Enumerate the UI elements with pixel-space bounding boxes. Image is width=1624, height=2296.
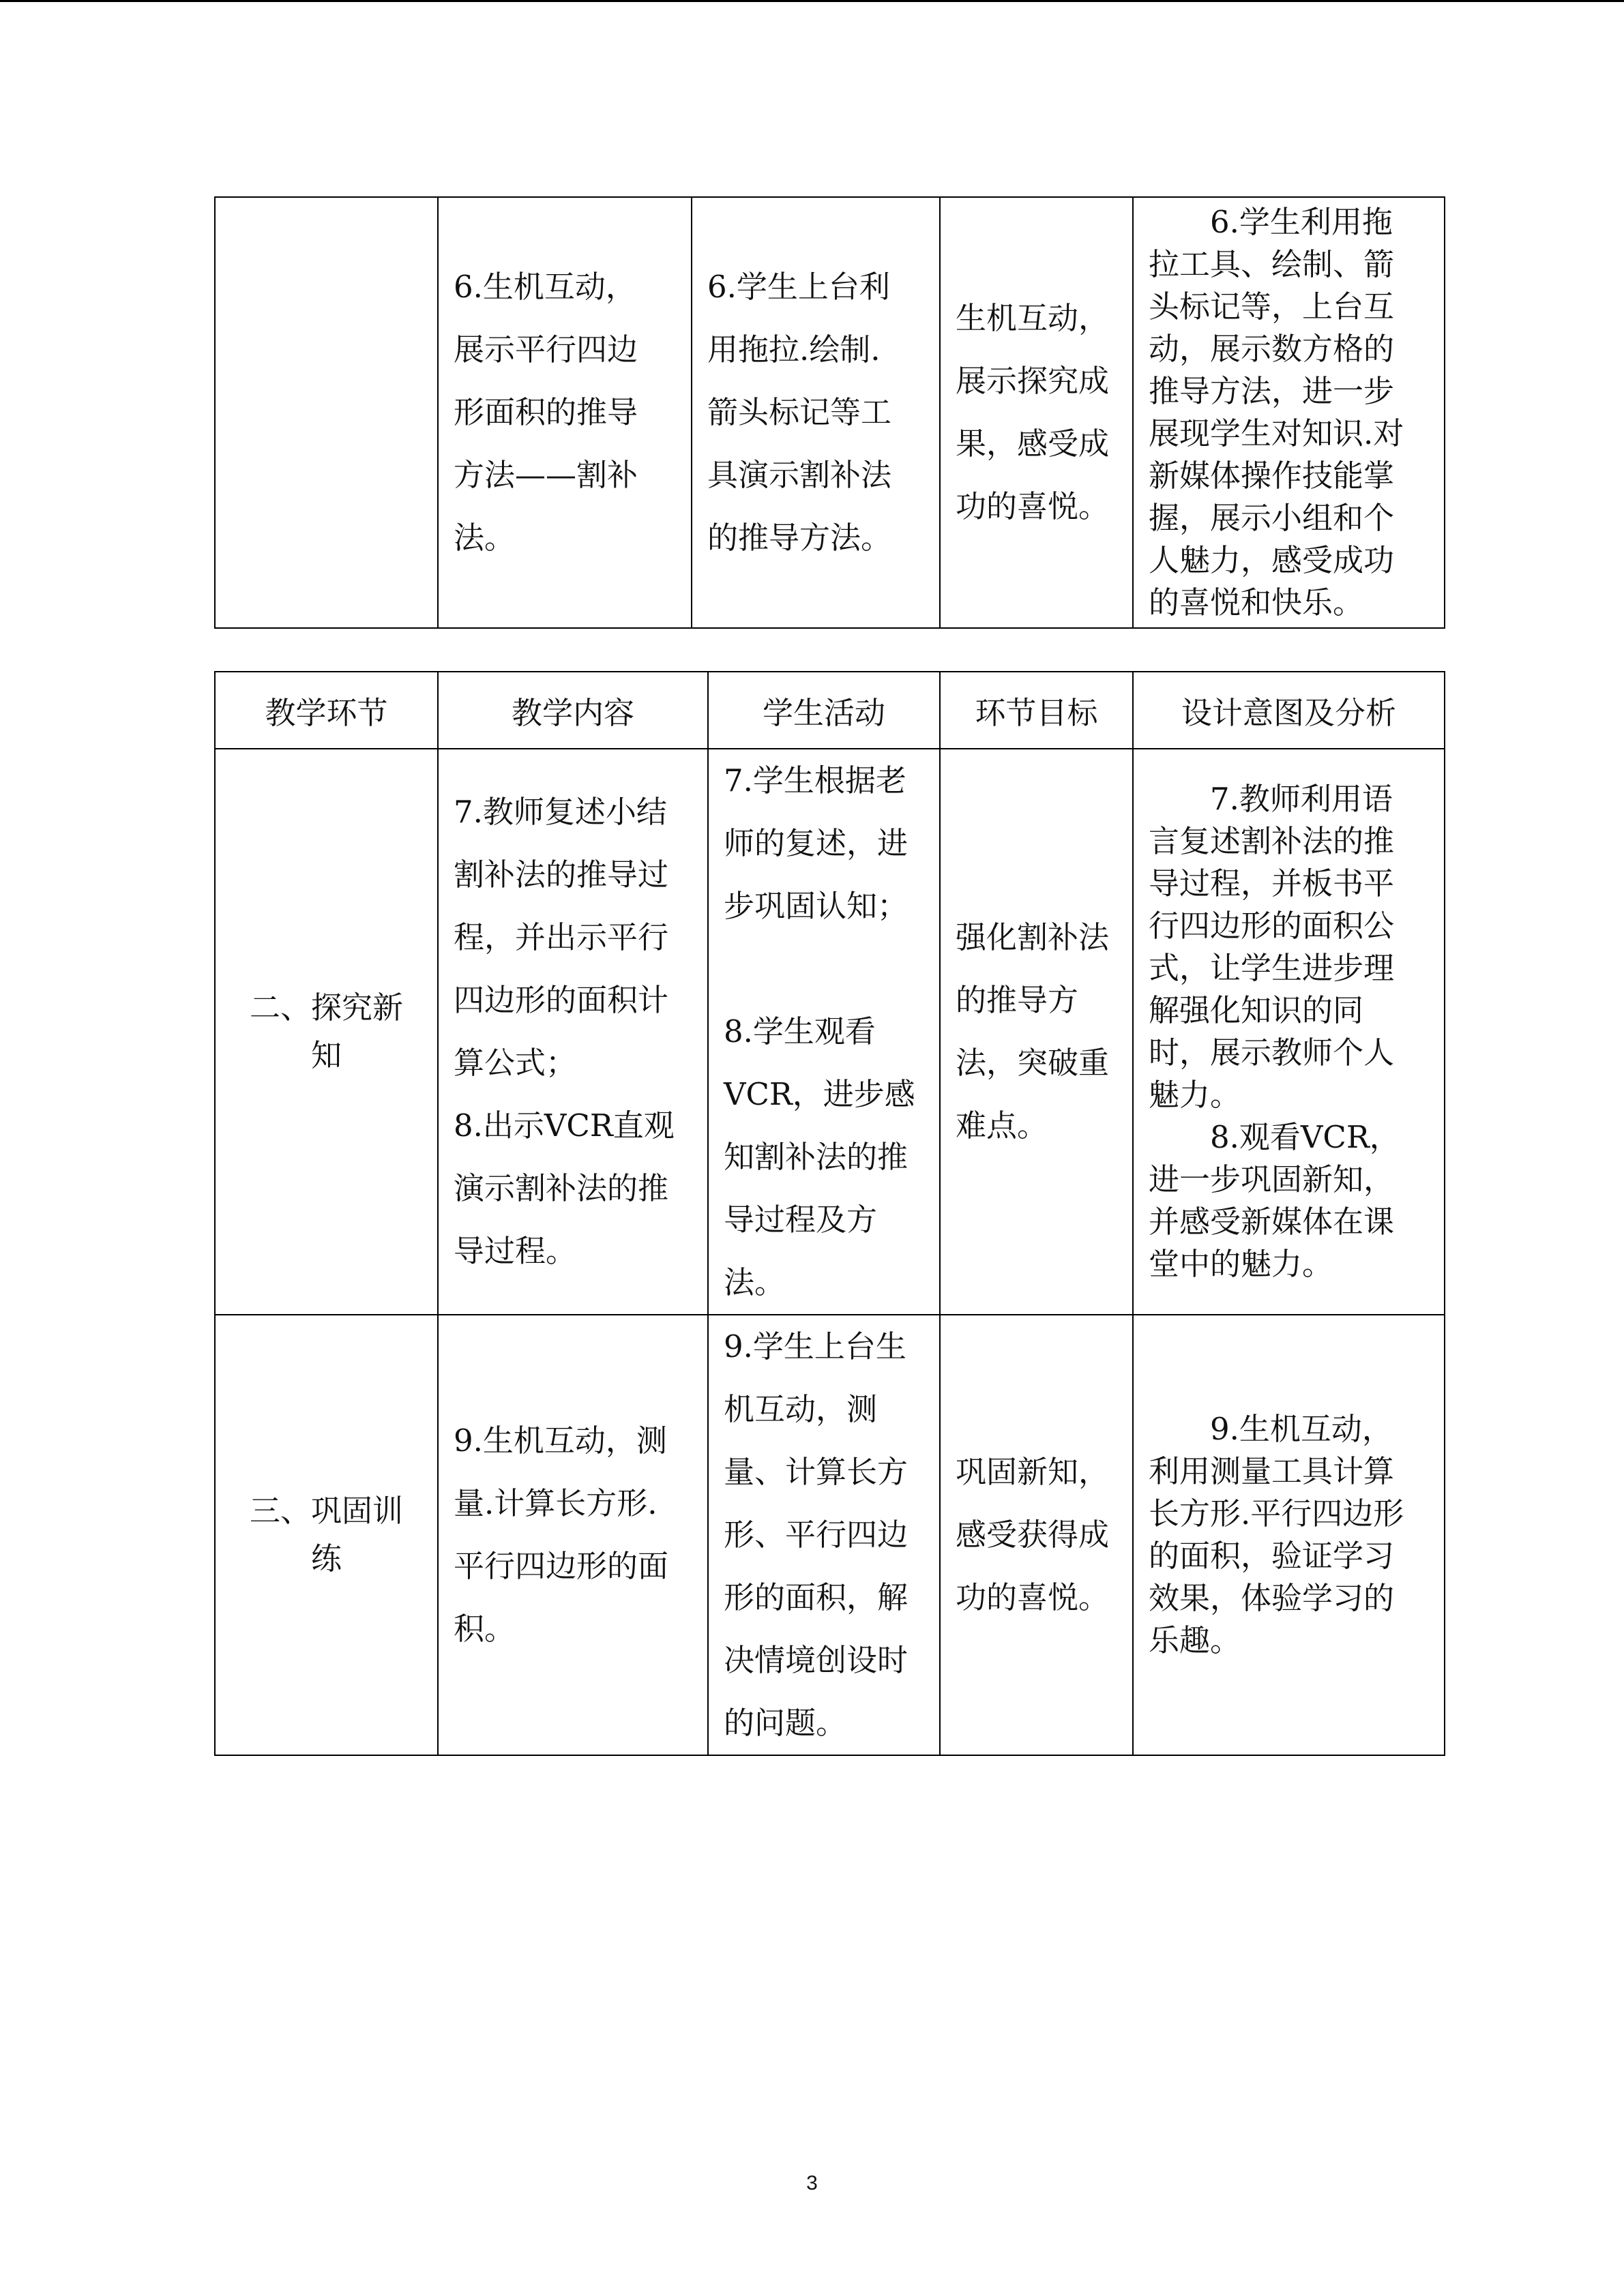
page-number: 3 [806,2172,818,2194]
stage-cell: 三、巩固训 练 [215,1315,438,1755]
content-cell: 9.生机互动，测 量.计算长方形. 平行四边形的面 积。 [438,1315,708,1755]
analysis-cell: 6.学生利用拖 拉工具、绘制、箭 头标记等，上台互 动，展示数方格的 推导方法，进一步 展现学生对知识.对 新媒体操作技能掌 握，展示小组和个 人魅力，感受成功 的喜悦和快乐。 [1133,197,1445,628]
activity-cell: 6.学生上台利 用拖拉.绘制. 箭头标记等工 具演示割补法 的推导方法。 [692,197,940,628]
header-row [215,672,1445,749]
goal-cell: 生机互动， 展示探究成 果，感受成 功的喜悦。 [940,197,1133,628]
stage-cell [215,197,438,628]
analysis-cell: 7.教师利用语 言复述割补法的推 导过程，并板书平 行四边形的面积公 式，让学生进步理 解强化知识的同 时，展示教师个人 魅力。 8.观看VCR， 进一步巩固新知， 并感受新媒体在课 堂中的魅力。 [1133,749,1445,1315]
header-analysis: 设计意图及分析 [1133,672,1445,749]
header-activity: 学生活动 [708,672,940,749]
content-cell: 6.生机互动， 展示平行四边 形面积的推导 方法——割补 法。 [438,197,692,628]
continuation-table [214,196,1445,629]
table-row [215,197,1445,628]
header-stage: 教学环节 [215,672,438,749]
activity-cell: 9.学生上台生 机互动，测 量、计算长方 形、平行四边 形的面积，解 决情境创设时 的问题。 [708,1315,940,1755]
top-border-line [0,0,1624,2]
goal-cell: 强化割补法 的推导方 法，突破重 难点。 [940,749,1133,1315]
header-content: 教学内容 [438,672,708,749]
analysis-cell: 9.生机互动， 利用测量工具计算 长方形.平行四边形 的面积，验证学习 效果，体验学习的 乐趣。 [1133,1315,1445,1755]
content-cell: 7.教师复述小结 割补法的推导过 程，并出示平行 四边形的面积计 算公式； 8.出示VCR直观 演示割补法的推 导过程。 [438,749,708,1315]
lesson-plan-table [214,671,1445,1756]
table-row [215,749,1445,1315]
stage-cell: 二、探究新 知 [215,749,438,1315]
activity-cell: 7.学生根据老 师的复述，进 步巩固认知； 8.学生观看 VCR，进步感 知割补法的推 导过程及方 法。 [708,749,940,1315]
header-goal: 环节目标 [940,672,1133,749]
table-row [215,1315,1445,1755]
goal-cell: 巩固新知， 感受获得成 功的喜悦。 [940,1315,1133,1755]
